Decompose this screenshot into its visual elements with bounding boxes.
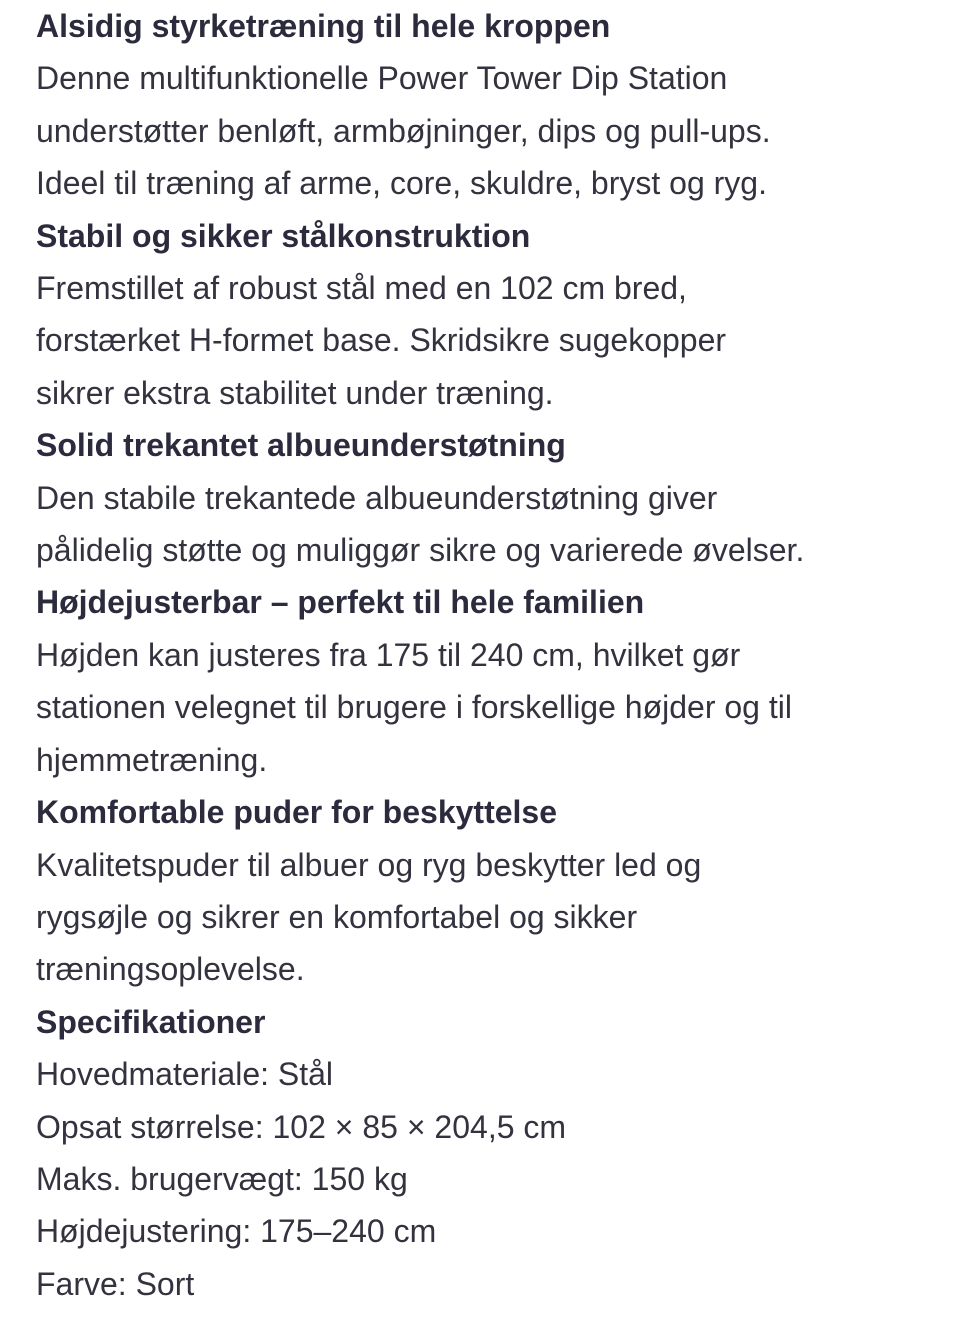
description-line: Denne multifunktionelle Power Tower Dip Station [36, 60, 728, 97]
section-heading: Solid trekantet albueunderstøtning [36, 427, 566, 464]
section-specifications [36, 996, 936, 1310]
spec-height-adjustment: Højdejustering: 175–240 cm [36, 1213, 437, 1250]
description-line: rygsøjle og sikrer en komfortabel og sikker [36, 898, 638, 935]
description-line: hjemmetræning. [36, 741, 268, 778]
spec-max-user-weight: Maks. brugervægt: 150 kg [36, 1160, 408, 1197]
section-heading: Alsidig styrketræning til hele kroppen [36, 8, 611, 44]
description-line: Fremstillet af robust stål med en 102 cm bred, [36, 270, 687, 307]
section-comfort-pads [36, 786, 936, 996]
section-strength-training [36, 0, 936, 210]
spec-main-material: Hovedmateriale: Stål [36, 1056, 334, 1093]
section-heading: Højdejusterbar – perfekt til hele familien [36, 584, 645, 621]
spec-color: Farve: Sort [36, 1265, 195, 1302]
description-line: stationen velegnet til brugere i forskellige højder og til [36, 689, 792, 726]
description-line: Den stabile trekantede albueunderstøtning giver [36, 479, 718, 516]
description-line: understøtter benløft, armbøjninger, dips og pull-ups. [36, 112, 771, 149]
description-line: pålidelig støtte og muliggør sikre og varierede øvelser. [36, 532, 805, 569]
section-height-adjustable [36, 576, 936, 786]
section-elbow-support [36, 419, 936, 576]
product-description [36, 0, 936, 1310]
description-line: træningsoplevelse. [36, 951, 305, 988]
description-line: forstærket H-formet base. Skridsikre sugekopper [36, 322, 727, 359]
section-heading: Komfortable puder for beskyttelse [36, 794, 557, 831]
section-heading: Stabil og sikker stålkonstruktion [36, 217, 531, 254]
description-line: Ideel til træning af arme, core, skuldre, bryst og ryg. [36, 165, 767, 202]
description-line: Højden kan justeres fra 175 til 240 cm, hvilket gør [36, 636, 741, 673]
section-heading: Specifikationer [36, 1003, 266, 1040]
description-line: sikrer ekstra stabilitet under træning. [36, 374, 554, 411]
description-line: Kvalitetspuder til albuer og ryg beskytter led og [36, 846, 702, 883]
section-steel-construction [36, 210, 936, 420]
spec-assembled-size: Opsat størrelse: 102 × 85 × 204,5 cm [36, 1108, 567, 1145]
